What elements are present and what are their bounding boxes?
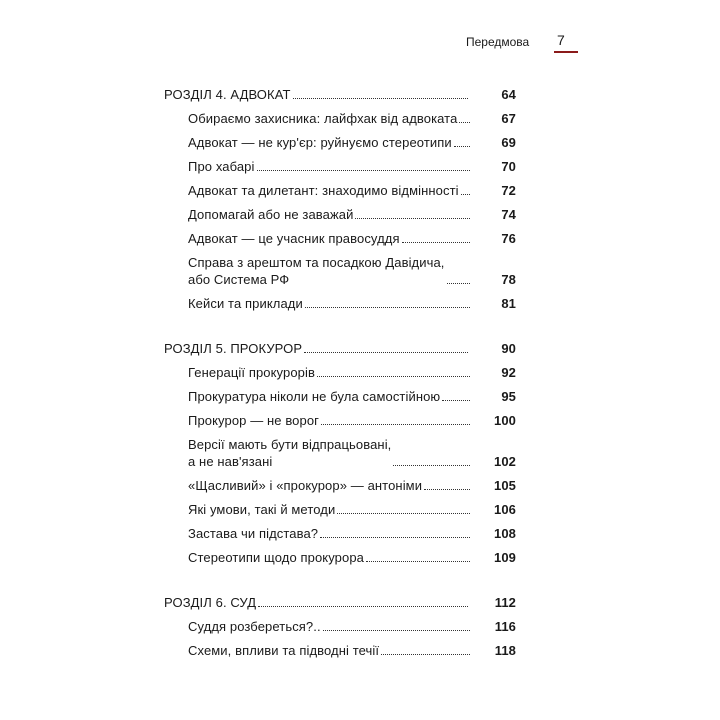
entry-title: Про хабарі	[188, 159, 255, 174]
dot-leader	[393, 464, 470, 466]
chapter-heading[interactable]	[164, 594, 516, 611]
toc-entry[interactable]	[164, 182, 516, 199]
entry-page: 108	[494, 526, 516, 541]
entry-title: Справа з арештом та посадкою Давідича, або Система РФ	[188, 255, 445, 287]
entry-page: 76	[501, 231, 516, 246]
entry-title: Які умови, такі й методи	[188, 502, 336, 517]
toc-entry[interactable]	[164, 436, 516, 470]
entry-title: Прокуратура ніколи не була самостійною	[188, 389, 441, 404]
dot-leader	[305, 306, 470, 308]
entry-title: Адвокат та дилетант: знаходимо відмінності	[188, 183, 459, 198]
entry-page: 106	[494, 502, 516, 517]
entry-title: Адвокат — не кур'єр: руйнуємо стереотипи	[188, 135, 452, 150]
dot-leader	[317, 375, 470, 377]
dot-leader	[424, 488, 470, 490]
entry-page: 109	[494, 550, 516, 565]
entry-page: 112	[494, 595, 516, 610]
running-head	[456, 30, 580, 50]
dot-leader	[447, 282, 470, 284]
toc-entry[interactable]	[164, 412, 516, 429]
toc-entry[interactable]	[164, 230, 516, 247]
toc-entry[interactable]	[164, 525, 516, 542]
entry-page: 69	[501, 135, 516, 150]
entry-title: Застава чи підстава?	[188, 526, 319, 541]
dot-leader	[320, 536, 470, 538]
dot-leader	[459, 121, 470, 123]
chapter-5	[164, 340, 516, 566]
chapter-heading[interactable]	[164, 340, 516, 357]
entry-page: 64	[501, 87, 516, 102]
toc-entry[interactable]	[164, 110, 516, 127]
chapter-6	[164, 594, 516, 659]
toc-entry[interactable]	[164, 134, 516, 151]
dot-leader	[355, 217, 470, 219]
entry-title: Обираємо захисника: лайфхак від адвоката	[188, 111, 458, 126]
entry-page: 67	[501, 111, 516, 126]
dot-leader	[461, 193, 470, 195]
entry-page: 70	[501, 159, 516, 174]
entry-title: Адвокат — це учасник правосуддя	[188, 231, 400, 246]
dot-leader	[402, 241, 470, 243]
toc-entry[interactable]	[164, 477, 516, 494]
dot-leader	[442, 399, 470, 401]
entry-page: 92	[501, 365, 516, 380]
toc-entry[interactable]	[164, 254, 516, 288]
entry-title: Версії мають бути відпрацьовані, а не нав'язані	[188, 437, 392, 469]
table-of-contents	[164, 86, 516, 687]
entry-title: РОЗДІЛ 6. СУД	[164, 595, 257, 610]
entry-page: 72	[501, 183, 516, 198]
page-number: 7	[557, 32, 565, 48]
toc-entry[interactable]	[164, 295, 516, 312]
dot-leader	[337, 512, 470, 514]
entry-title: Прокурор — не ворог	[188, 413, 320, 428]
entry-page: 95	[501, 389, 516, 404]
dot-leader	[257, 169, 471, 171]
dot-leader	[323, 629, 470, 631]
dot-leader	[454, 145, 470, 147]
header-rule	[554, 51, 578, 53]
entry-page: 78	[501, 272, 516, 287]
dot-leader	[258, 605, 468, 607]
dot-leader	[321, 423, 470, 425]
chapter-4	[164, 86, 516, 312]
entry-page: 81	[501, 296, 516, 311]
entry-page: 90	[501, 341, 516, 356]
entry-title: Допомагай або не заважай	[188, 207, 354, 222]
dot-leader	[293, 97, 469, 99]
toc-entry[interactable]	[164, 549, 516, 566]
entry-page: 118	[494, 643, 516, 658]
entry-title: РОЗДІЛ 5. ПРОКУРОР	[164, 341, 303, 356]
chapter-heading[interactable]	[164, 86, 516, 103]
toc-entry[interactable]	[164, 642, 516, 659]
toc-entry[interactable]	[164, 158, 516, 175]
entry-page: 74	[501, 207, 516, 222]
entry-title: Стереотипи щодо прокурора	[188, 550, 364, 565]
dot-leader	[304, 351, 468, 353]
entry-title: РОЗДІЛ 4. АДВОКАТ	[164, 87, 291, 102]
toc-entry[interactable]	[164, 364, 516, 381]
entry-page: 100	[494, 413, 516, 428]
toc-entry[interactable]	[164, 388, 516, 405]
entry-title: Генерації прокурорів	[188, 365, 315, 380]
entry-title: Суддя розбереться?..	[188, 619, 321, 634]
entry-page: 102	[494, 454, 516, 469]
toc-entry[interactable]	[164, 618, 516, 635]
entry-title: Кейси та приклади	[188, 296, 303, 311]
entry-page: 105	[494, 478, 516, 493]
toc-entry[interactable]	[164, 501, 516, 518]
toc-entry[interactable]	[164, 206, 516, 223]
running-head-section: Передмова	[466, 35, 530, 49]
dot-leader	[381, 653, 470, 655]
entry-page: 116	[494, 619, 516, 634]
entry-title: «Щасливий» і «прокурор» — антоніми	[188, 478, 423, 493]
entry-title: Схеми, впливи та підводні течії	[188, 643, 380, 658]
dot-leader	[366, 560, 470, 562]
